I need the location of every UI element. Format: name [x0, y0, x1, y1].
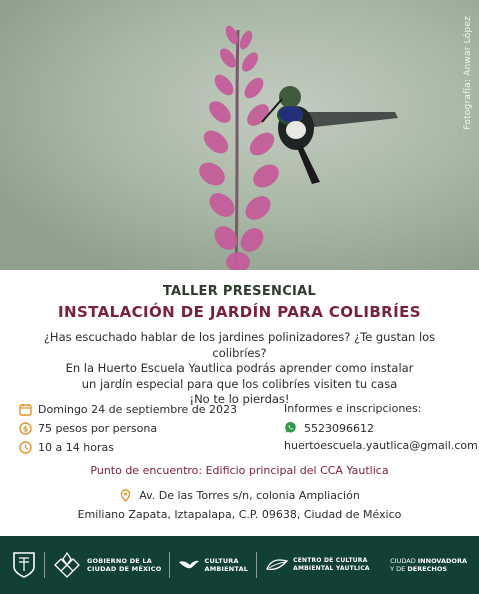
footer-divider	[169, 552, 170, 578]
gobierno-text: GOBIERNO DE LA CIUDAD DE MÉXICO	[87, 557, 162, 573]
address	[0, 488, 479, 523]
footer-divider	[44, 552, 45, 578]
meeting-point: Punto de encuentro: Edificio principal del CCA Yautlica	[90, 464, 389, 477]
slogan-logo	[390, 557, 467, 573]
cultura-ambiental-logo	[178, 556, 248, 574]
event-intro	[20, 330, 459, 408]
intro-line: En la Huerto Escuela Yautlica podrás aprender como instalar	[65, 361, 414, 375]
footer-logos	[0, 536, 479, 594]
address-line1: Av. De las Torres s/n, colonia Ampliación	[139, 489, 360, 502]
cdmx-logo-icon	[53, 551, 81, 579]
address-line2: Emiliano Zapata, Iztapalapa, C.P. 09638, Ciudad de México	[77, 508, 402, 521]
event-kicker: TALLER PRESENCIAL	[162, 284, 317, 299]
cca-leaf-icon	[265, 557, 289, 573]
slogan-bold: INNOVADORA	[417, 557, 467, 565]
contact-heading: Informes e inscripciones:	[284, 402, 422, 415]
intro-line: un jardín especial para que los colibríes visiten tu casa	[81, 376, 398, 391]
cdmx-shield-icon	[12, 551, 36, 579]
address-line1-row	[119, 488, 360, 504]
location-pin-icon	[119, 489, 133, 503]
phone-number[interactable]: 5523096612	[304, 421, 374, 435]
event-time: 10 a 14 horas	[38, 440, 114, 454]
date-row	[18, 400, 258, 418]
time-row	[18, 438, 258, 456]
event-title: INSTALACIÓN DE JARDÍN PARA COLIBRÍES	[58, 303, 421, 321]
contact-email[interactable]: huertoescuela.yautlica@gmail.com	[284, 439, 478, 452]
slogan-part: CIUDAD	[390, 557, 418, 565]
cca-yautlica-logo	[265, 557, 370, 573]
intro-line: ¡No te lo pierdas!	[189, 392, 290, 406]
svg-text:$: $	[22, 424, 28, 433]
calendar-icon	[18, 402, 32, 416]
intro-line: ¿Has escuchado hablar de los jardines polinizadores? ¿Te gustan los colibríes?	[43, 330, 436, 360]
clock-icon	[18, 440, 32, 454]
event-price: 75 pesos por persona	[38, 421, 158, 435]
event-details	[18, 400, 258, 457]
cca-text: CENTRO DE CULTURA AMBIENTAL YAUTLICA	[293, 557, 370, 572]
whatsapp-icon	[284, 421, 298, 435]
photo-credit: Fotografía: Anwar López	[463, 16, 473, 130]
hero-photo	[0, 0, 479, 270]
gobierno-cdmx-logo	[53, 551, 161, 579]
price-row	[18, 419, 258, 437]
cdmx-emblem-logo	[12, 551, 36, 579]
dollar-icon	[18, 421, 32, 435]
phone-row[interactable]	[284, 419, 474, 437]
slogan-bold: DERECHOS	[407, 565, 448, 573]
hummingbird-flower-illustration	[0, 0, 479, 270]
event-date: Domingo 24 de septiembre de 2023	[38, 402, 237, 416]
slogan-part: Y DE	[390, 565, 408, 573]
contact-info	[284, 400, 478, 452]
cultura-text: CULTURA AMBIENTAL	[204, 557, 249, 573]
footer-divider	[256, 552, 257, 578]
bird-icon	[178, 556, 200, 574]
